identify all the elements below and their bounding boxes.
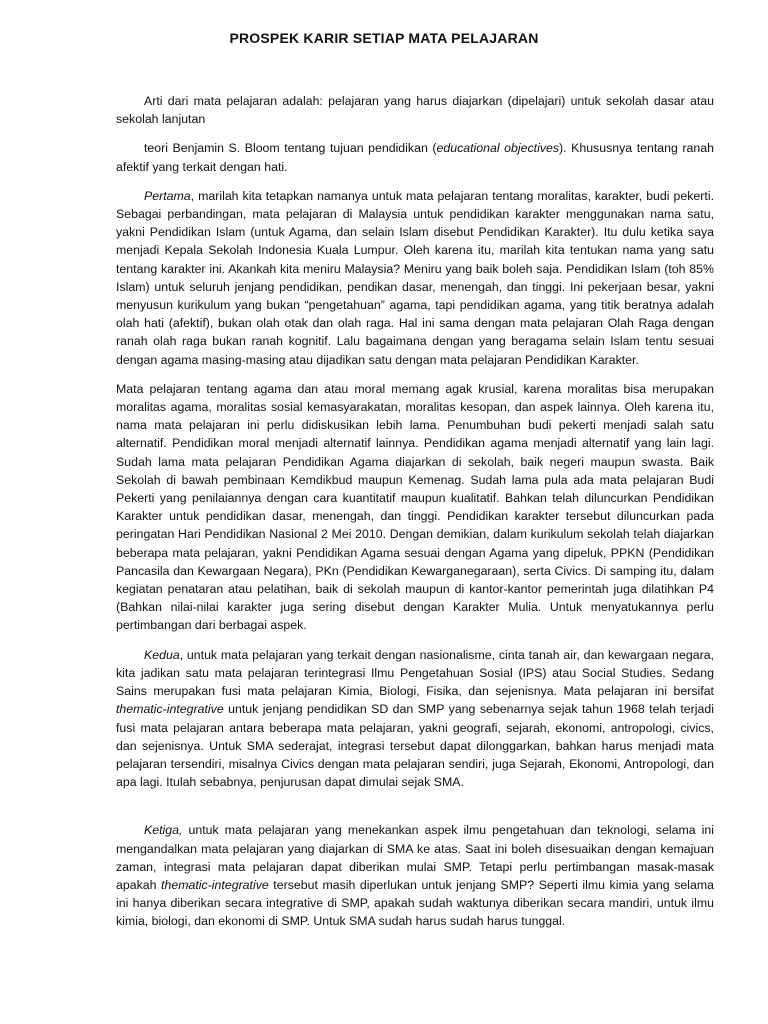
paragraph-text-part2: tersebut masih diperlukan untuk jenjang SMP? Seperti ilmu kimia yang selama ini hanya diberikan secara integrative di SMP, apakah sudah waktunya diberikan secara mandiri, untuk ilmu kimia, biologi, dan ekonomi di SMP. Untuk SMA sudah harus sudah harus tunggal.	[116, 877, 714, 929]
paragraph-bloom	[116, 139, 714, 175]
paragraph-lead: Pertama	[144, 188, 191, 203]
paragraph-lead: Kedua	[144, 647, 180, 662]
paragraph-definition	[116, 92, 714, 128]
paragraph-emphasis: thematic-integrative	[161, 877, 269, 892]
paragraph-text-part2: untuk jenjang pendidikan SD dan SMP yang sebenarnya sejak tahun 1968 telah terjadi fusi mata pelajaran antara beberapa mata pelajaran, yakni geografi, sejarah, ekonomi, antropologi, civics, dan sejenisnya. Untuk SMA sederajat, integrasi tersebut dapat dilonggarkan, bahkan harus menjadi mata pelajaran tersendiri, misalnya Civics dengan mata pelajaran sendiri, juga Sejarah, Ekonomi, Antropologi, dan apa lagi. Itulah sebabnya, penjurusan dapat dimulai sejak SMA.	[116, 702, 714, 790]
paragraph-text: , marilah kita tetapkan namanya untuk mata pelajaran tentang moralitas, karakter, budi pekerti. Sebagai perbandingan, mata pelajaran di Malaysia untuk pendidikan karakter menggunakan nama satu, yakni Pendidikan Islam (untuk Agama, dan selain Islam disebut Pendidikan Karakter). Itu dulu ketika saya menjadi Kepala Sekolah Indonesia Kuala Lumpur. Oleh karena itu, marilah kita tentukan nama yang satu tentang karakter ini. Akankah kita meniru Malaysia? Meniru yang baik boleh saja. Pendidikan Islam (toh 85% Islam) untuk seluruh jenjang pendidikan, pendikan dasar, menengah, dan tinggi. Ini pekerjaan besar, yakni menyusun kurikulum yang bukan “pengetahuan” agama, tapi pendidikan agama, yang titik beratnya adalah olah hati (afektif), bukan olah otak dan olah raga. Hal ini sama dengan mata pelajaran Olah Raga dengan ranah olah raga bukan ranah kognitif. Lalu bagaimana dengan yang beragama selain Islam tentu sesuai dengan agama masing-masing atau dijadikan satu dengan mata pelajaran Pendidikan Karakter.	[116, 188, 714, 367]
paragraph-text-part1: , untuk mata pelajaran yang terkait dengan nasionalisme, cinta tanah air, dan kewargaan negara, kita jadikan satu mata pelajaran terintegrasi Ilmu Pengetahuan Sosial (IPS) atau Social Studies. Sedang Sains merupakan fusi mata pelajaran Kimia, Biologi, Fisika, dan sejenisnya. Mata pelajaran ini bersifat	[116, 647, 714, 699]
paragraph-text-before: teori Benjamin S. Bloom tentang tujuan pendidikan (	[144, 141, 437, 156]
paragraph-moral	[116, 380, 714, 635]
document-body	[116, 92, 714, 942]
document-title: PROSPEK KARIR SETIAP MATA PELAJARAN	[229, 30, 539, 46]
paragraph-emphasis: educational objectives	[436, 141, 560, 156]
paragraph-pertama	[116, 187, 714, 369]
paragraph-text-after: ). Khususnya tentang ranah afektif yang terkait dengan hati.	[116, 141, 714, 174]
paragraph-lead: Ketiga,	[144, 823, 183, 838]
paragraph-emphasis: thematic-integrative	[116, 702, 224, 717]
paragraph-text: Mata pelajaran tentang agama dan atau moral memang agak krusial, karena moralitas bisa merupakan moralitas agama, moralitas sosial kemasyarakatan, moralitas kesopan, dan aspek lainnya. Oleh karena itu, nama mata pelajaran ini perlu didiskusikan lebih lama. Penumbuhan budi pekerti menjadi salah satu alternatif. Pendidikan moral menjadi alternatif lainnya. Pendidikan agama menjadi alternatif yang lain lagi. Sudah lama mata pelajaran Pendidikan Agama diajarkan di sekolah, baik negeri maupun swasta. Baik Sekolah di bawah pembinaan Kemdikbud maupun Kemenag. Sudah lama pula ada mata pelajaran Budi Pekerti yang penilaiannya dengan cara kuantitatif maupun kualitatif. Bahkan telah diluncurkan Pendidikan Karakter untuk pendidikan dasar, menengah, dan tinggi. Pendidikan karakter tersebut diluncurkan pada peringatan Hari Pendidikan Nasional 2 Mei 2010. Dengan demikian, dalam kurikulum sekolah telah diajarkan beberapa mata pelajaran, yakni Pendidikan Agama sesuai dengan Agama yang dipeluk, PPKN (Pendidikan Pancasila dan Kewargaan Negara), PKn (Pendidikan Kewarganegaraan), serta Civics. Di samping itu, dalam kegiatan penataran atau pelatihan, baik di sekolah maupun di kantor-kantor pemerintah juga dilatihkan P4 (Bahkan nilai-nilai karakter juga sering disebut dengan Karakter Mulia. Untuk menyatukannya perlu pertimbangan dari berbagai aspek.	[116, 381, 714, 633]
paragraph-ketiga	[116, 821, 714, 930]
paragraph-kedua	[116, 646, 714, 792]
paragraph-text: Arti dari mata pelajaran adalah: pelajaran yang harus diajarkan (dipelajari) untuk sekolah dasar atau sekolah lanjutan	[116, 94, 714, 127]
paragraph-text-part1: untuk mata pelajaran yang menekankan aspek ilmu pengetahuan dan teknologi, selama ini mengandalkan mata pelajaran yang diajarkan di SMA ke atas. Saat ini boleh disesuaikan dengan kemajuan zaman, integrasi mata pelajaran dapat diberikan mulai SMP. Tetapi perlu pertimbangan masak-masak apakah	[116, 823, 714, 892]
